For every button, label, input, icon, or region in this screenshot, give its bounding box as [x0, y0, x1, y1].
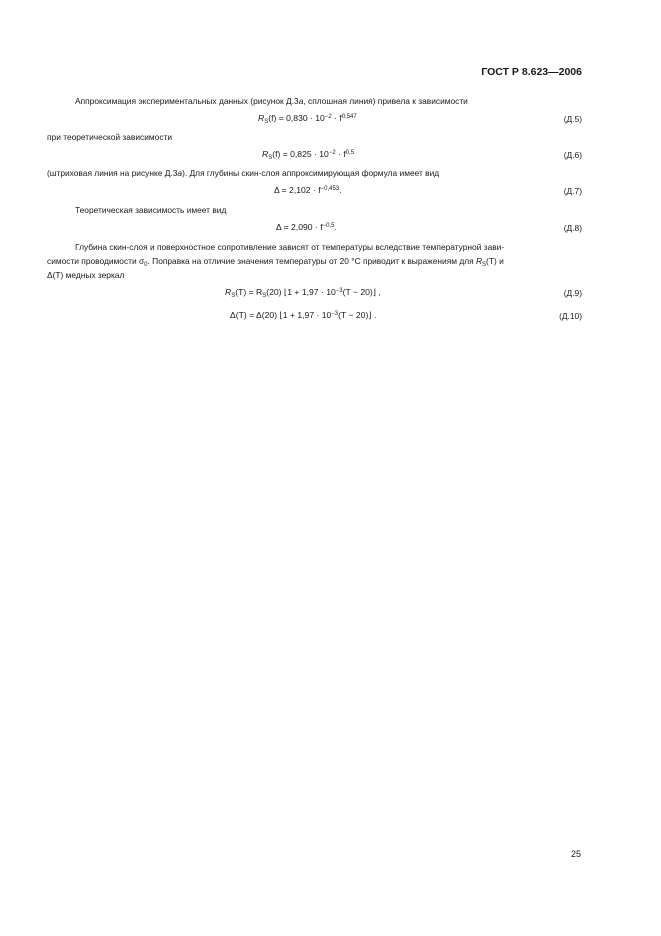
formula-d6: $R_S(f) = 0,825 \cdot 10^{-2} \cdot f^{0,5}$: [262, 149, 355, 162]
paragraph-approximation: Аппроксимация экспериментальных данных (рисунок Д.3а, сплошная линия) привела к зависимости: [75, 96, 468, 106]
formula-d8: $\Delta = 2,090 \cdot f^{-0,5}$.: [276, 222, 337, 232]
document-header: ГОСТ Р 8.623—2006: [481, 66, 582, 78]
page-number: 25: [570, 849, 581, 859]
formula-number-d5: (Д.5): [563, 114, 582, 124]
formula-number-d7: (Д.7): [563, 186, 582, 196]
paragraph-skin-depth-line1: Глубина скин-слоя и поверхностное сопротивление зависят от температуры вследствие температурной зави-: [75, 242, 505, 252]
paragraph-skin-depth-line2: симости проводимости $\sigma_0$. Поправка на отличие значения температуры от 20 °С приводит к выражениям для $R_S(T)$ и: [47, 256, 504, 269]
paragraph-dashed-line: (штриховая линия на рисунке Д.3а). Для глубины скин-слоя аппроксимирующая формула имеет вид: [47, 168, 440, 178]
paragraph-theoretical: при теоретической зависимости: [47, 132, 173, 142]
formula-d5: $R_S(f) = 0,830 \cdot 10^{-2} \cdot f^{0,547}$: [258, 113, 357, 126]
formula-number-d6: (Д.6): [563, 150, 582, 160]
formula-number-d10: (Д.10): [559, 311, 582, 321]
formula-number-d9: (Д.9): [563, 288, 582, 298]
formula-number-d8: (Д.8): [563, 223, 582, 233]
paragraph-skin-depth-line3: Δ(T) медных зеркал: [47, 270, 125, 280]
paragraph-theoretical-form: Теоретическая зависимость имеет вид: [75, 205, 227, 215]
formula-d10: Δ(T) = Δ(20) ⌊1 + $1,97 \cdot 10^{-3}(T$ − 20)⌋ .: [230, 310, 377, 320]
formula-d9: $R_S(T) = R_S(20)$ ⌊1 + $1,97 \cdot 10^{-3}(T$ − 20)⌋ ,: [225, 287, 381, 300]
formula-d7: $\Delta = 2,102 \cdot f^{-0,453}$.: [274, 185, 342, 195]
